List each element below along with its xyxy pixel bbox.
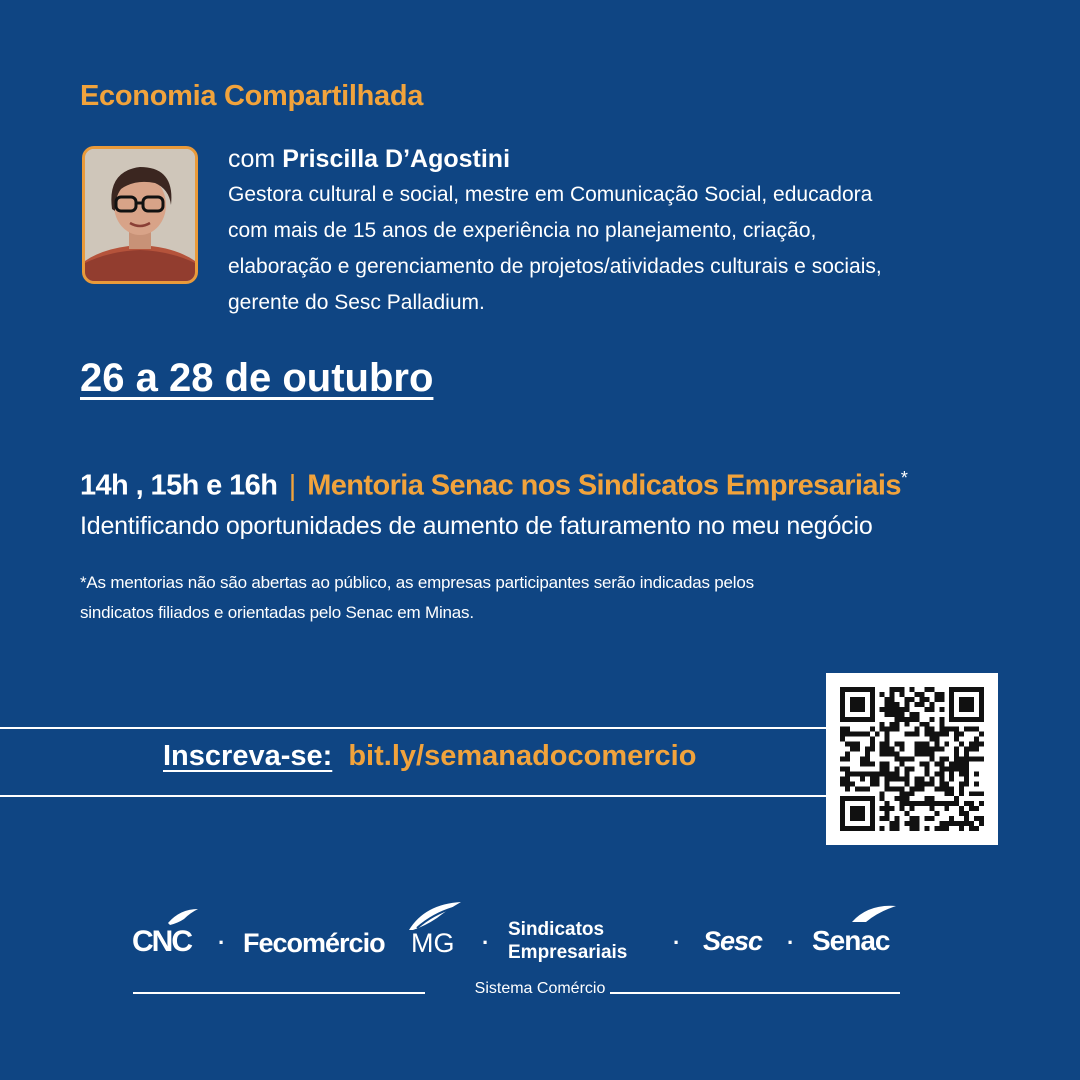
logo-separator: · <box>787 930 795 955</box>
signup-row <box>163 740 696 773</box>
sindicatos-logo <box>508 918 627 964</box>
sindicatos-line-2: Empresariais <box>508 942 628 963</box>
bio-line: com mais de 15 anos de experiência no planejamento, criação, <box>228 219 817 242</box>
bio-line: gerente do Sesc Palladium. <box>228 291 485 314</box>
session-times: 14h , 15h e 16h <box>80 469 278 502</box>
speaker-prefix: com <box>228 145 276 173</box>
speaker-photo-illustration <box>85 149 195 281</box>
footnote-line: *As mentorias não são abertas ao público, as empresas participantes serão indicadas pelos <box>80 573 754 592</box>
cnc-logo <box>132 905 202 962</box>
event-date: 26 a 28 de outubro <box>80 356 434 400</box>
session-heading <box>80 468 907 503</box>
speaker-name: Priscilla D’Agostini <box>282 145 511 173</box>
speaker-photo <box>82 146 198 284</box>
senac-wordmark: Senac <box>812 925 890 956</box>
footnote <box>80 568 980 628</box>
footer-text: Sistema Comércio <box>474 980 606 997</box>
sindicatos-line-1: Sindicatos <box>508 919 605 940</box>
footnote-line: sindicatos filiados e orientadas pelo Senac em Minas. <box>80 603 474 622</box>
session-asterisk: * <box>900 468 908 488</box>
speaker-heading <box>228 142 1028 176</box>
logo-separator: · <box>218 930 226 955</box>
senac-wing-icon <box>848 902 898 926</box>
qr-code-icon <box>840 687 984 831</box>
divider-bottom <box>0 795 830 797</box>
bio-line: elaboração e gerenciamento de projetos/atividades culturais e sociais, <box>228 255 882 278</box>
signup-link[interactable]: bit.ly/semanadocomercio <box>348 740 697 772</box>
qr-code[interactable] <box>826 673 998 845</box>
speaker-info <box>228 142 1028 321</box>
cnc-wordmark: CNC <box>132 925 191 958</box>
bio-line: Gestora cultural e social, mestre em Comunicação Social, educadora <box>228 183 873 206</box>
fecomercio-wordmark: Fecomércio <box>243 928 385 958</box>
fecomercio-mg: MG <box>411 928 455 958</box>
session-title: Mentoria Senac nos Sindicatos Empresariais <box>307 469 901 502</box>
session-subtitle: Identificando oportunidades de aumento de faturamento no meu negócio <box>80 512 873 540</box>
signup-label: Inscreva-se: <box>163 740 333 772</box>
sesc-logo: Sesc <box>703 926 763 956</box>
speaker-bio <box>228 177 1028 321</box>
logo-separator: · <box>482 930 490 955</box>
divider-top <box>0 727 830 729</box>
section-title: Economia Compartilhada <box>80 80 424 112</box>
session-separator: | <box>288 469 296 502</box>
logo-separator: · <box>673 930 681 955</box>
